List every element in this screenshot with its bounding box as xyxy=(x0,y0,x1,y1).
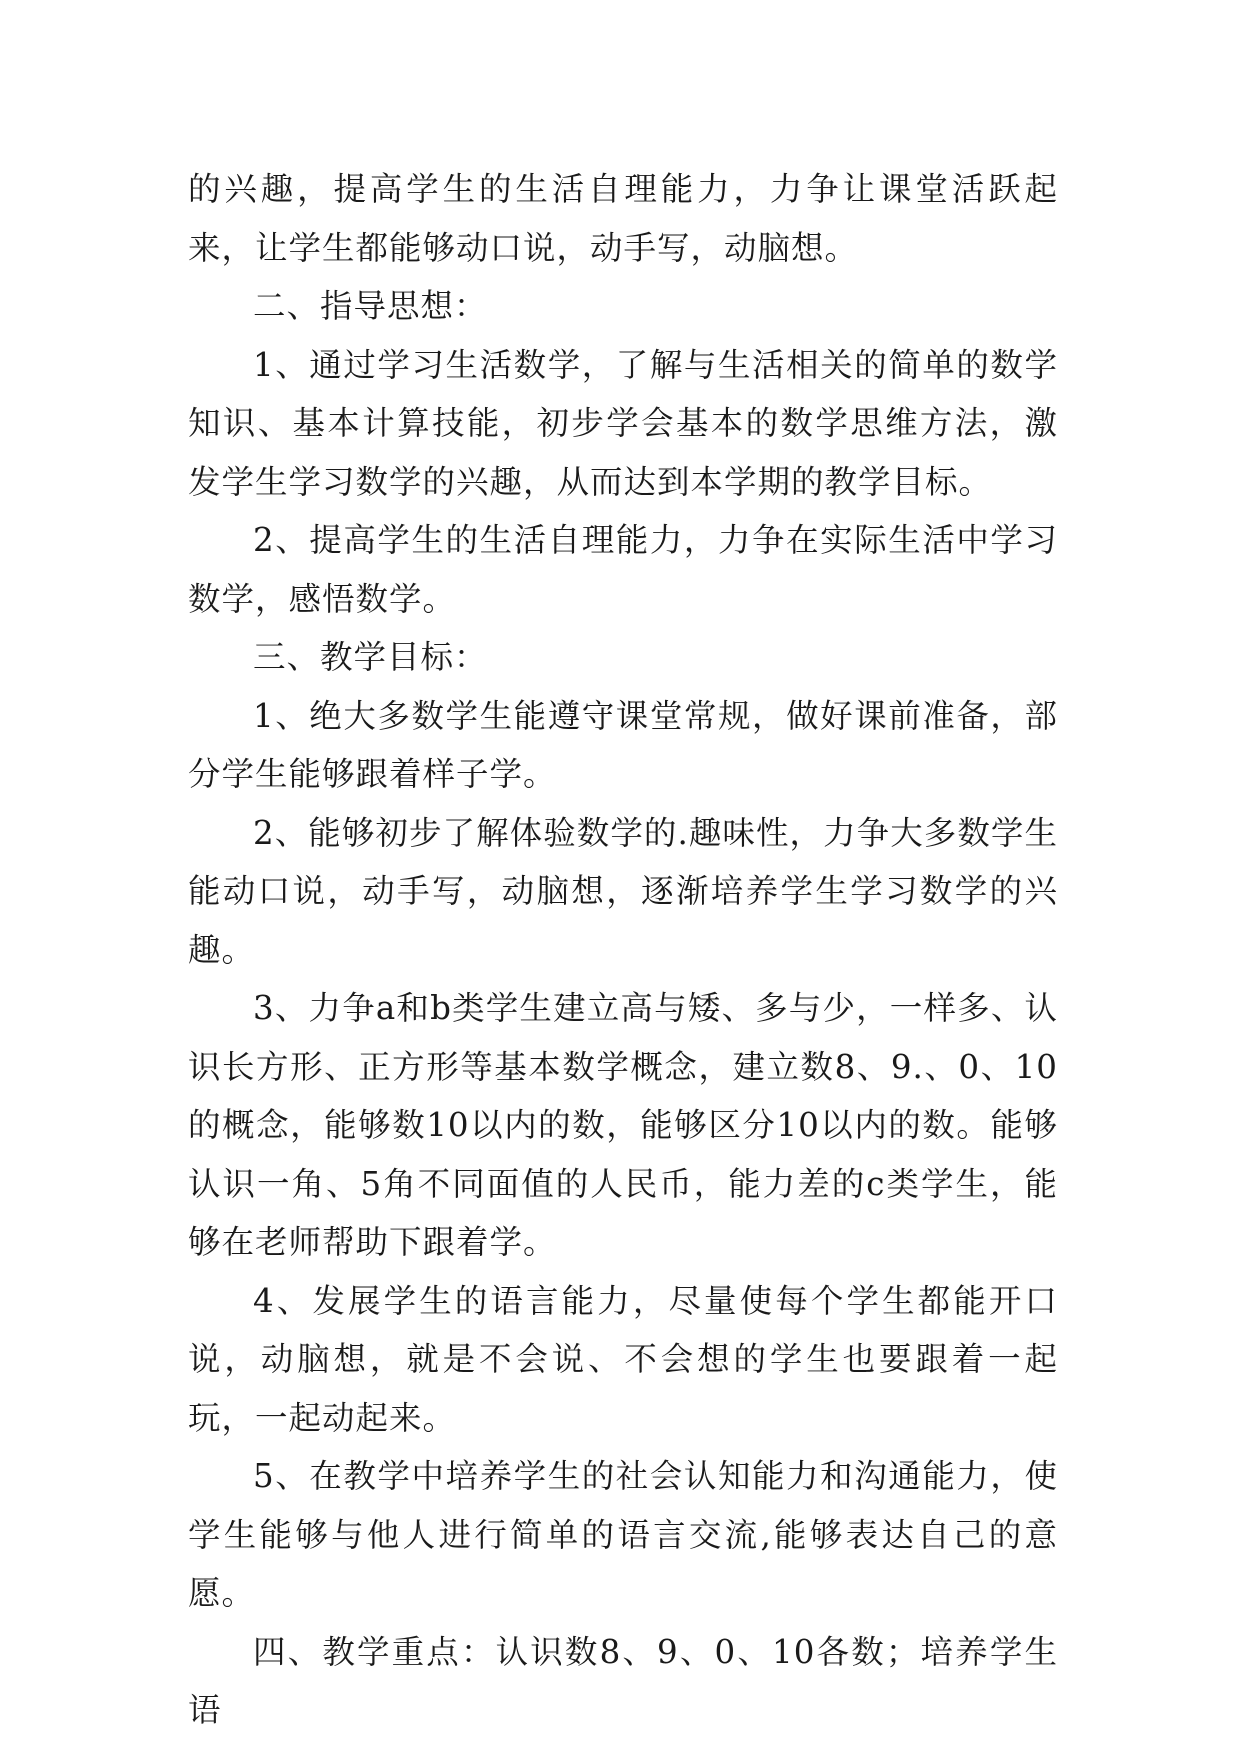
paragraph-goal-4: 4、发展学生的语言能力，尽量使每个学生都能开口说，动脑想，就是不会说、不会想的学生也要跟着一起玩，一起动起来。 xyxy=(188,1281,1058,1437)
paragraph-goal-3: 3、力争a和b类学生建立高与矮、多与少，一样多、认识长方形、正方形等基本数学概念，建立数8、9.、0、10的概念，能够数10以内的数，能够区分10以内的数。能够认识一角、5角不同面值的人民币，能力差的c类学生，能够在老师帮助下跟着学。 xyxy=(188,989,1058,1261)
paragraph-ideology-2: 2、提高学生的生活自理能力，力争在实际生活中学习数学，感悟数学。 xyxy=(188,521,1058,618)
paragraph-goal-5: 5、在教学中培养学生的社会认知能力和沟通能力，使学生能够与他人进行简单的语言交流,能够表达自己的意愿。 xyxy=(188,1457,1058,1612)
paragraph-ideology-1: 1、通过学习生活数学，了解与生活相关的简单的数学知识、基本计算技能，初步学会基本的数学思维方法，激发学生学习数学的兴趣，从而达到本学期的教学目标。 xyxy=(188,345,1058,501)
paragraph-continuation: 的兴趣，提高学生的生活自理能力，力争让课堂活跃起来，让学生都能够动口说，动手写，动脑想。 xyxy=(188,170,1058,267)
document-body xyxy=(188,160,1058,1740)
paragraph-goal-2: 2、能够初步了解体验数学的.趣味性，力争大多数学生能动口说，动手写，动脑想，逐渐培养学生学习数学的兴趣。 xyxy=(188,813,1058,969)
paragraph-goal-1: 1、绝大多数学生能遵守课堂常规，做好课前准备，部分学生能够跟着样子学。 xyxy=(188,696,1058,793)
heading-teaching-goals: 三、教学目标： xyxy=(253,638,488,676)
heading-teaching-focus: 四、教学重点：认识数8、9、0、10各数；培养学生语 xyxy=(188,1632,1058,1729)
heading-guiding-ideology: 二、指导思想： xyxy=(253,287,488,325)
